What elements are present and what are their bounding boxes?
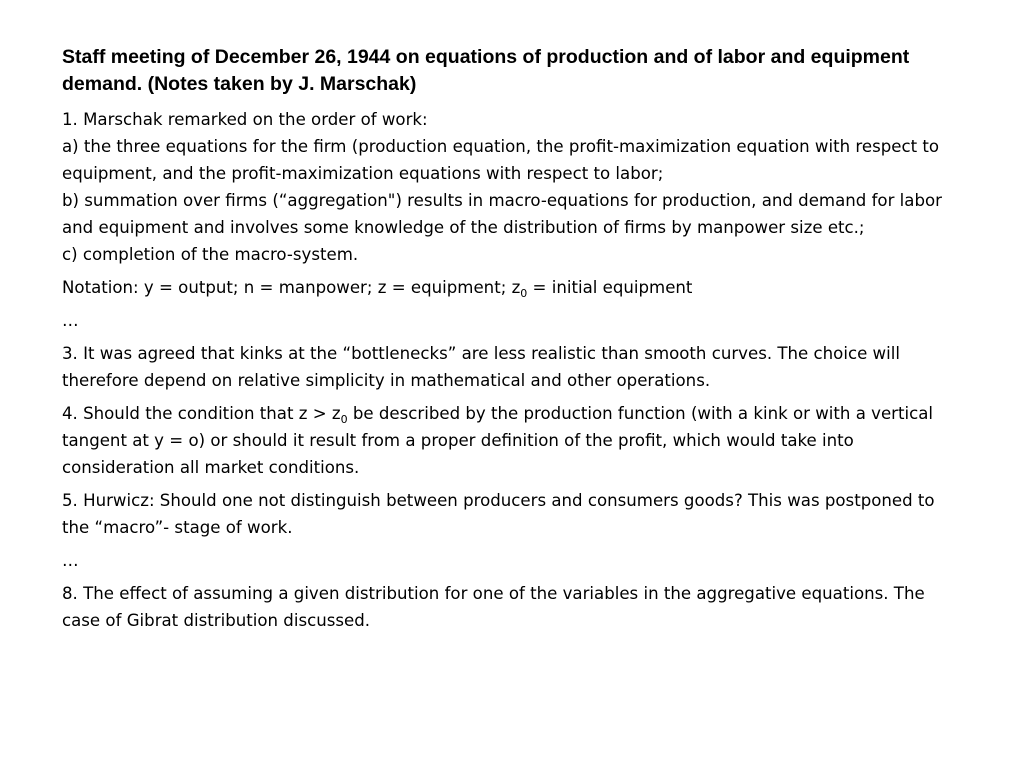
notation-text-end: = initial equipment bbox=[527, 278, 693, 297]
paragraph-4-text-end: be described by the production function (with a kink or with a vertical tangent at y = o) or should it result from a proper definition of the profit, which would take into consideration all market conditions. bbox=[62, 404, 934, 477]
paragraph-1a: a) the three equations for the firm (production equation, the profit-maximization equation with respect to equipment, and the profit-maximization equations with respect to labor; bbox=[62, 137, 940, 183]
paragraph-1c: c) completion of the macro-system. bbox=[62, 245, 359, 264]
paragraph-1: 1. Marschak remarked on the order of work: bbox=[62, 110, 428, 129]
notes-body bbox=[62, 106, 962, 634]
paragraph-5: 5. Hurwicz: Should one not distinguish between producers and consumers goods? This was postponed to the “macro”- stage of work. bbox=[62, 491, 935, 537]
ellipsis-1: … bbox=[62, 311, 79, 330]
slide-title: Staff meeting of December 26, 1944 on equations of production and of labor and equipment demand. (Notes taken by J. Marschak) bbox=[62, 46, 910, 95]
paragraph-3: 3. It was agreed that kinks at the “bottlenecks” are less realistic than smooth curves. The choice will therefore depend on relative simplicity in mathematical and other operations. bbox=[62, 344, 900, 390]
notation-line bbox=[62, 274, 962, 301]
ellipsis-2: … bbox=[62, 551, 79, 570]
paragraph-4 bbox=[62, 400, 962, 481]
notation-subscript: 0 bbox=[520, 287, 528, 300]
paragraph-8: 8. The effect of assuming a given distribution for one of the variables in the aggregative equations. The case of Gibrat distribution discussed. bbox=[62, 584, 925, 630]
notation-text: Notation: y = output; n = manpower; z = equipment; z bbox=[62, 278, 521, 297]
paragraph-1b: b) summation over firms (“aggregation") results in macro-equations for production, and demand for labor and equipment and involves some knowledge of the distribution of firms by manpower size etc.; bbox=[62, 191, 942, 237]
paragraph-4-subscript: 0 bbox=[340, 413, 348, 426]
slide-content bbox=[62, 44, 962, 640]
paragraph-4-text: 4. Should the condition that z > z bbox=[62, 404, 341, 423]
